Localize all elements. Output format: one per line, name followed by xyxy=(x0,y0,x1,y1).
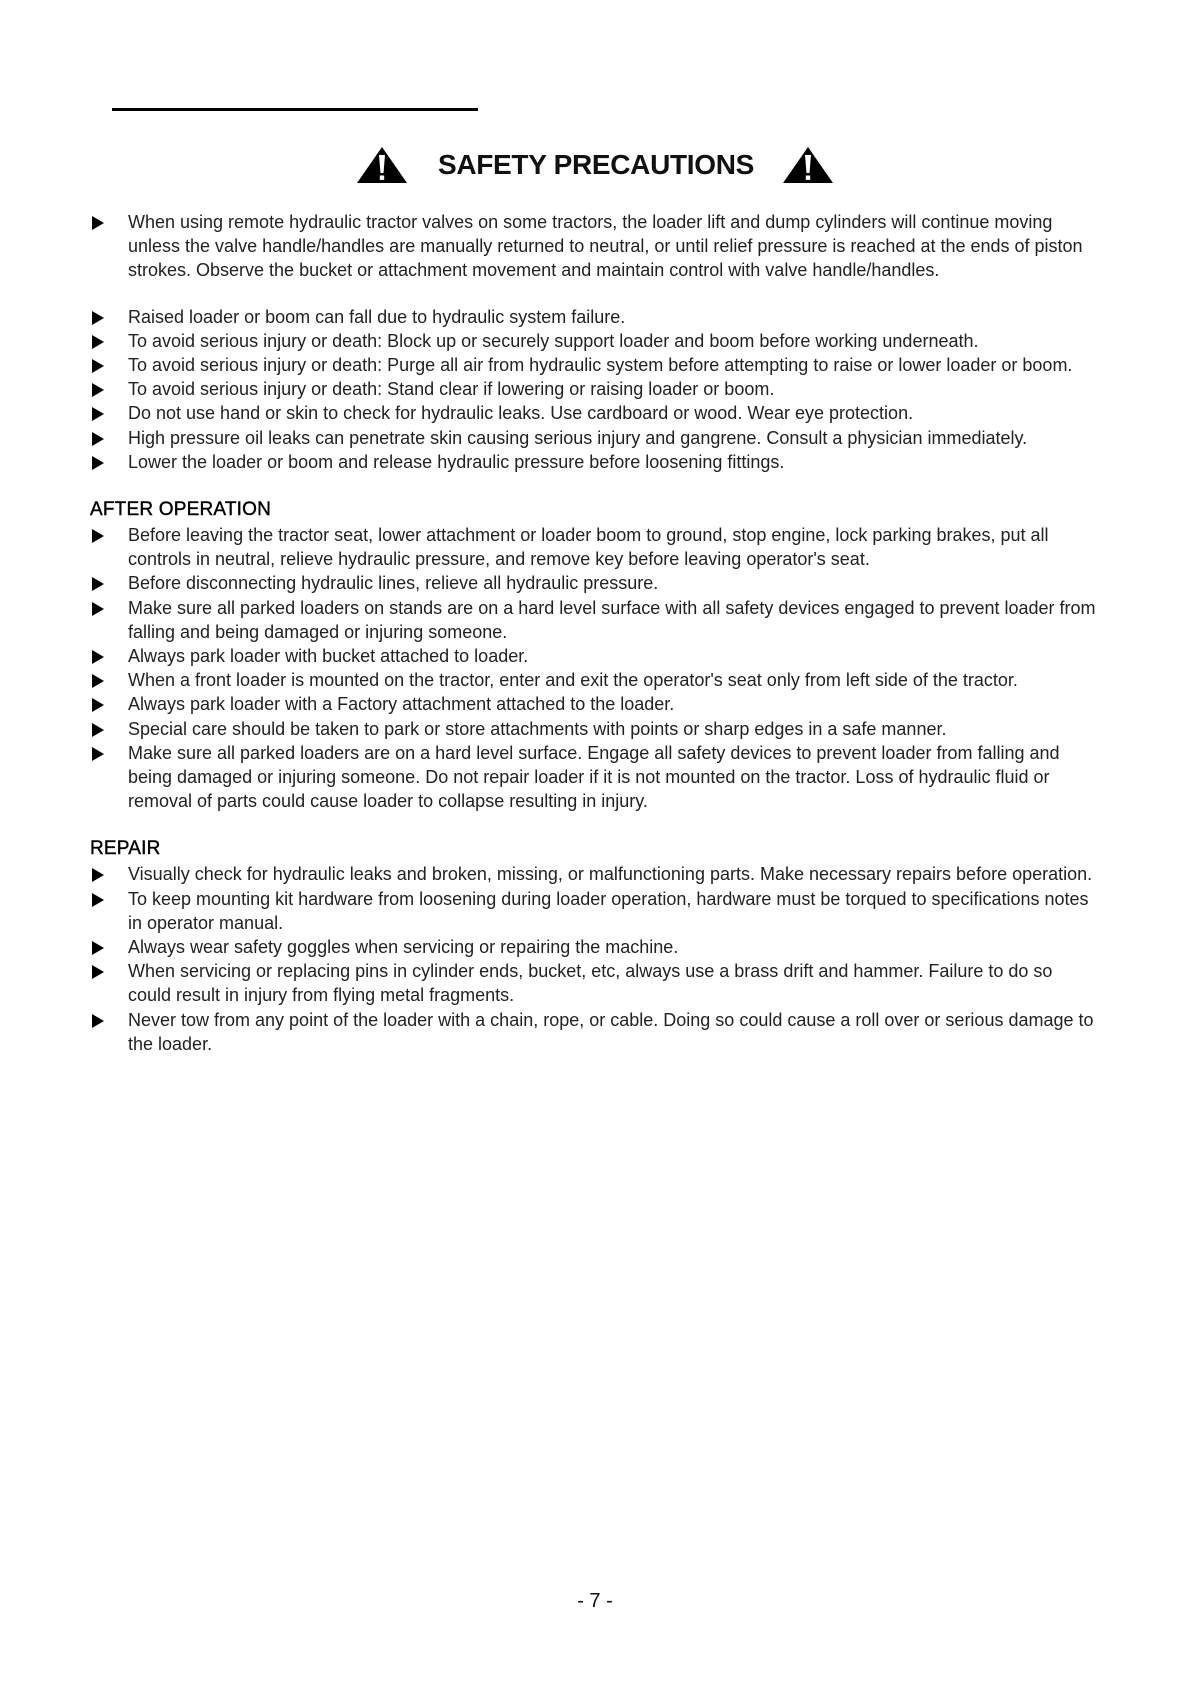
bullet-arrow-icon xyxy=(92,383,104,397)
list-item: Never tow from any point of the loader with a chain, rope, or cable. Doing so could cause a roll over or serious damage to the loader. xyxy=(90,1008,1100,1056)
after-operation-list xyxy=(90,523,1100,813)
bullet-arrow-icon xyxy=(92,1014,104,1028)
bullet-arrow-icon xyxy=(92,359,104,373)
bullet-arrow-icon xyxy=(92,602,104,616)
bullet-arrow-icon xyxy=(92,529,104,543)
bullet-arrow-icon xyxy=(92,868,104,882)
repair-list xyxy=(90,862,1100,1056)
list-item: Visually check for hydraulic leaks and broken, missing, or malfunctioning parts. Make necessary repairs before operation. xyxy=(90,862,1100,886)
bullet-arrow-icon xyxy=(92,698,104,712)
title-row xyxy=(0,146,1190,184)
list-item: High pressure oil leaks can penetrate skin causing serious injury and gangrene. Consult a physician immediately. xyxy=(90,426,1100,450)
section-heading-repair: REPAIR xyxy=(90,838,161,860)
bullet-arrow-icon xyxy=(92,941,104,955)
list-item: Always park loader with a Factory attachment attached to the loader. xyxy=(90,692,1100,716)
list-item: Always wear safety goggles when servicing or repairing the machine. xyxy=(90,935,1100,959)
warning-triangle-icon xyxy=(782,146,834,184)
list-item: Always park loader with bucket attached to loader. xyxy=(90,644,1100,668)
bullet-arrow-icon xyxy=(92,674,104,688)
bullet-arrow-icon xyxy=(92,965,104,979)
list-item: Before leaving the tractor seat, lower attachment or loader boom to ground, stop engine, lock parking brakes, put all controls in neutral, relieve hydraulic pressure, and remove key before leaving operator's seat. xyxy=(90,523,1100,571)
list-item: To avoid serious injury or death: Purge all air from hydraulic system before attempting to raise or lower loader or boom. xyxy=(90,353,1100,377)
list-item: To keep mounting kit hardware from loosening during loader operation, hardware must be torqued to specifications notes in operator manual. xyxy=(90,887,1100,935)
general-warnings xyxy=(90,305,1100,474)
bullet-arrow-icon xyxy=(92,747,104,761)
bullet-arrow-icon xyxy=(92,577,104,591)
list-item: To avoid serious injury or death: Stand clear if lowering or raising loader or boom. xyxy=(90,377,1100,401)
page-title: SAFETY PRECAUTIONS xyxy=(437,149,755,180)
section-heading-after-operation: AFTER OPERATION xyxy=(90,499,272,521)
list-item: Make sure all parked loaders are on a hard level surface. Engage all safety devices to prevent loader from falling and being damaged or injuring someone. Do not repair loader if it is not mounted on the tractor. Loss of hydraulic fluid or removal of parts could cause loader to collapse resulting in injury. xyxy=(90,741,1100,814)
bullet-arrow-icon xyxy=(92,407,104,421)
list-item: Before disconnecting hydraulic lines, relieve all hydraulic pressure. xyxy=(90,571,1100,595)
list-item: Raised loader or boom can fall due to hydraulic system failure. xyxy=(90,305,1100,329)
page-number: - 7 - xyxy=(577,1590,613,1612)
document-body xyxy=(90,210,1100,1056)
list-item: Do not use hand or skin to check for hydraulic leaks. Use cardboard or wood. Wear eye protection. xyxy=(90,401,1100,425)
list-item: Make sure all parked loaders on stands are on a hard level surface with all safety devices engaged to prevent loader from falling and being damaged or injuring someone. xyxy=(90,596,1100,644)
list-item: To avoid serious injury or death: Block up or securely support loader and boom before working underneath. xyxy=(90,329,1100,353)
list-item: Lower the loader or boom and release hydraulic pressure before loosening fittings. xyxy=(90,450,1100,474)
bullet-arrow-icon xyxy=(92,650,104,664)
list-item: When servicing or replacing pins in cylinder ends, bucket, etc, always use a brass drift and hammer. Failure to do so could result in injury from flying metal fragments. xyxy=(90,959,1100,1007)
bullet-arrow-icon xyxy=(92,311,104,325)
bullet-arrow-icon xyxy=(92,456,104,470)
bullet-arrow-icon xyxy=(92,216,104,230)
top-rule xyxy=(112,108,478,111)
warning-triangle-icon xyxy=(356,146,408,184)
bullet-arrow-icon xyxy=(92,335,104,349)
bullet-arrow-icon xyxy=(92,432,104,446)
bullet-arrow-icon xyxy=(92,723,104,737)
general-warnings-intro xyxy=(90,210,1100,283)
list-item: When a front loader is mounted on the tractor, enter and exit the operator's seat only from left side of the tractor. xyxy=(90,668,1100,692)
bullet-arrow-icon xyxy=(92,893,104,907)
list-item: When using remote hydraulic tractor valves on some tractors, the loader lift and dump cylinders will continue moving unless the valve handle/handles are manually returned to neutral, or until relief pressure is reached at the ends of piston strokes. Observe the bucket or attachment movement and maintain control with valve handle/handles. xyxy=(90,210,1100,283)
list-item: Special care should be taken to park or store attachments with points or sharp edges in a safe manner. xyxy=(90,717,1100,741)
